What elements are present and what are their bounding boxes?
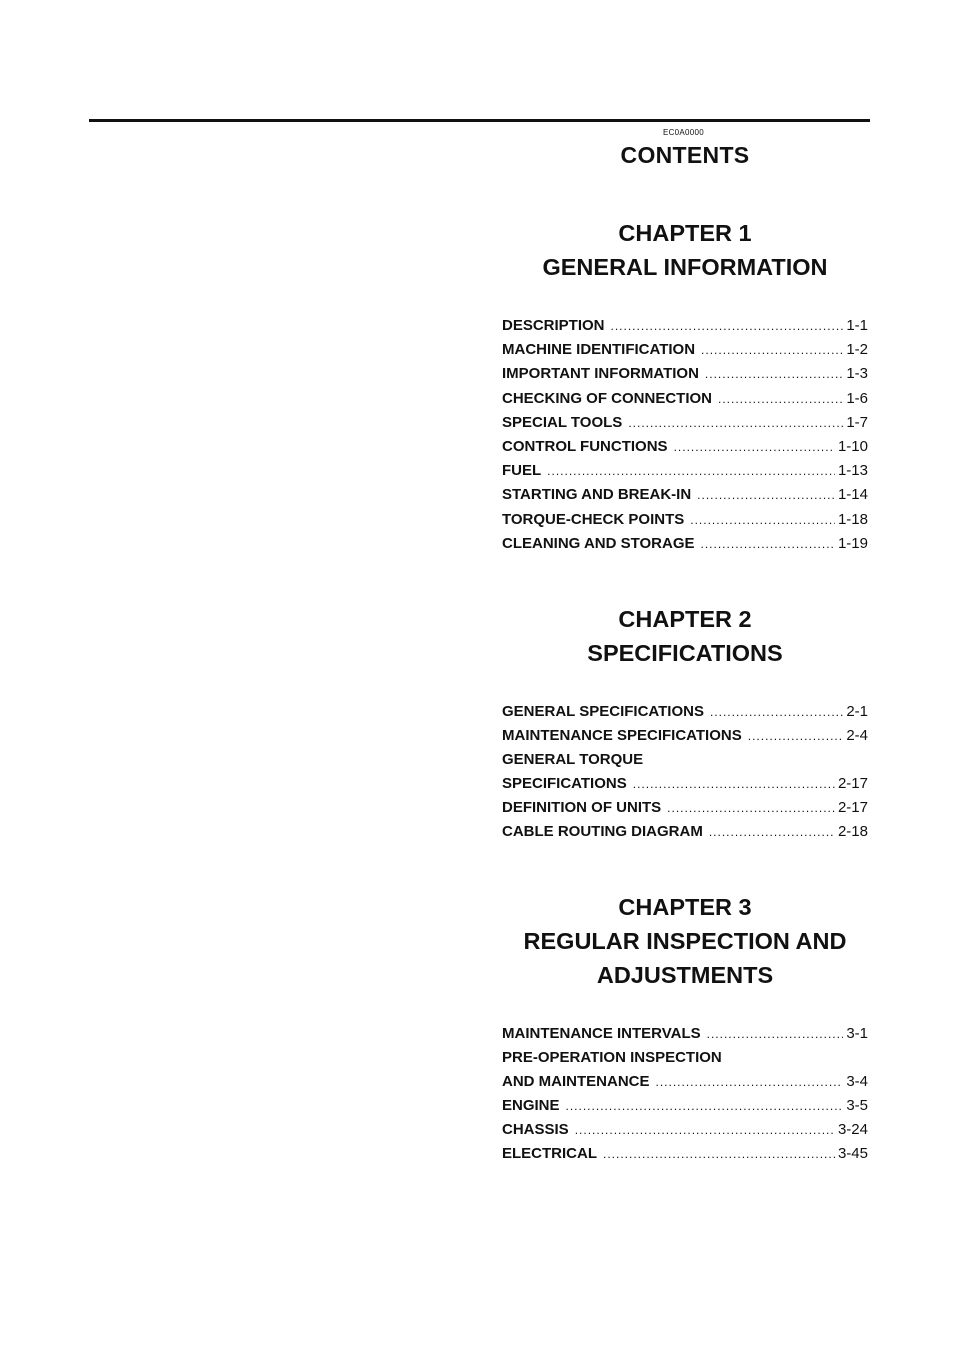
- chapter-2-toc: [502, 700, 868, 844]
- toc-entry-page: 1-7: [846, 413, 868, 431]
- leader-dots: [710, 701, 843, 724]
- toc-entry-title: MAINTENANCE SPECIFICATIONS: [502, 727, 742, 745]
- toc-entry[interactable]: [502, 508, 868, 532]
- leader-dots: [697, 484, 835, 507]
- toc-entry-page: 3-5: [846, 1096, 868, 1114]
- toc-entry-first-line[interactable]: [502, 1046, 868, 1069]
- leader-dots: [656, 1071, 844, 1094]
- document-code: EC0A0000: [662, 128, 705, 137]
- chapter-number: CHAPTER 2: [618, 606, 752, 633]
- toc-entry[interactable]: [502, 483, 868, 507]
- header-rule: [89, 119, 870, 122]
- toc-entry-page: 2-18: [837, 823, 868, 841]
- toc-entry-page: 1-3: [846, 365, 868, 383]
- toc-entry-title: CONTROL FUNCTIONS: [502, 438, 668, 456]
- chapter-title: REGULAR INSPECTION AND: [523, 928, 847, 955]
- toc-entry[interactable]: [502, 724, 868, 748]
- toc-entry-title: IMPORTANT INFORMATION: [502, 365, 699, 383]
- toc-entry-page: 1-6: [846, 389, 868, 407]
- toc-entry-title: MACHINE IDENTIFICATION: [502, 341, 696, 359]
- toc-entry[interactable]: [502, 314, 868, 338]
- chapter-3-toc: [502, 1022, 868, 1166]
- toc-entry-title: AND MAINTENANCE: [502, 1072, 650, 1090]
- leader-dots: [701, 533, 835, 556]
- toc-entry-title: ENGINE: [502, 1096, 560, 1114]
- toc-entry-title: GENERAL SPECIFICATIONS: [502, 703, 704, 721]
- chapter-2-heading: [502, 602, 868, 670]
- leader-dots: [707, 1023, 844, 1046]
- toc-entry-title: STARTING AND BREAK-IN: [502, 486, 692, 504]
- toc-entry-title: SPECIAL TOOLS: [502, 413, 623, 431]
- toc-entry[interactable]: [502, 772, 868, 796]
- leader-dots: [575, 1119, 835, 1142]
- leader-dots: [718, 388, 843, 411]
- leader-dots: [633, 773, 835, 796]
- toc-entry-title: CHECKING OF CONNECTION: [502, 389, 712, 407]
- toc-entry-page: 1-18: [837, 510, 868, 528]
- toc-entry[interactable]: [502, 700, 868, 724]
- chapter-3: [502, 890, 868, 1166]
- toc-entry[interactable]: [502, 362, 868, 386]
- chapter-1-heading: [502, 216, 868, 284]
- toc-entry-title: TORQUE-CHECK POINTS: [502, 510, 685, 528]
- toc-entry[interactable]: [502, 1022, 868, 1046]
- chapter-3-heading: [502, 890, 868, 992]
- toc-entry-page: 3-45: [837, 1145, 868, 1163]
- leader-dots: [628, 412, 843, 435]
- toc-entry-title-line1: GENERAL TORQUE: [502, 751, 644, 769]
- toc-entry[interactable]: [502, 820, 868, 844]
- leader-dots: [701, 339, 843, 362]
- toc-entry-title: CABLE ROUTING DIAGRAM: [502, 823, 703, 841]
- toc-entry[interactable]: [502, 435, 868, 459]
- toc-entry-page: 1-1: [846, 317, 868, 334]
- toc-entry[interactable]: [502, 1070, 868, 1094]
- chapter-number: CHAPTER 1: [618, 220, 752, 246]
- toc-entry-title: SPECIFICATIONS: [502, 774, 627, 792]
- leader-dots: [690, 509, 835, 532]
- toc-entry-page: 1-19: [837, 534, 868, 552]
- chapter-title-line2: ADJUSTMENTS: [596, 962, 774, 989]
- leader-dots: [705, 363, 843, 386]
- toc-entry-page: 1-2: [846, 341, 868, 359]
- toc-entry-title: CHASSIS: [502, 1121, 569, 1139]
- leader-dots: [603, 1143, 835, 1166]
- leader-dots: [709, 821, 835, 844]
- toc-entry-title: ELECTRICAL: [502, 1145, 597, 1163]
- toc-entry-page: 1-10: [837, 438, 868, 456]
- toc-entry-first-line[interactable]: [502, 748, 868, 771]
- chapter-2: [502, 602, 868, 844]
- leader-dots: [566, 1095, 844, 1118]
- contents-column: [502, 128, 868, 1166]
- toc-entry[interactable]: [502, 532, 868, 556]
- toc-entry-title: FUEL: [502, 462, 542, 480]
- toc-entry-page: 2-17: [837, 774, 868, 792]
- chapter-title: SPECIFICATIONS: [587, 640, 783, 667]
- chapter-1: [502, 216, 868, 556]
- toc-entry-page: 3-1: [846, 1025, 868, 1043]
- toc-entry-title: MAINTENANCE INTERVALS: [502, 1025, 701, 1043]
- toc-entry-title: CLEANING AND STORAGE: [502, 534, 695, 552]
- toc-entry-page: 1-14: [837, 486, 868, 504]
- toc-entry-page: 2-17: [837, 798, 868, 816]
- toc-entry-page: 3-24: [837, 1121, 868, 1139]
- toc-entry-title-line1: PRE-OPERATION INSPECTION: [502, 1049, 722, 1067]
- page-title: CONTENTS: [620, 142, 750, 168]
- toc-entry-page: 2-4: [846, 727, 868, 745]
- toc-entry[interactable]: [502, 1118, 868, 1142]
- toc-entry-title: DEFINITION OF UNITS: [502, 798, 662, 816]
- chapter-1-toc: [502, 314, 868, 556]
- chapter-title: GENERAL INFORMATION: [542, 254, 828, 280]
- toc-entry[interactable]: [502, 411, 868, 435]
- toc-entry-title: DESCRIPTION: [502, 317, 605, 334]
- toc-entry[interactable]: [502, 338, 868, 362]
- toc-entry-page: 2-1: [846, 703, 868, 721]
- leader-dots: [667, 797, 835, 820]
- toc-entry[interactable]: [502, 796, 868, 820]
- leader-dots: [611, 315, 844, 338]
- toc-entry-page: 1-13: [837, 462, 868, 480]
- leader-dots: [547, 460, 835, 483]
- leader-dots: [674, 436, 835, 459]
- leader-dots: [748, 725, 844, 748]
- toc-entry[interactable]: [502, 1142, 868, 1166]
- toc-entry[interactable]: [502, 387, 868, 411]
- chapter-number: CHAPTER 3: [618, 894, 752, 921]
- toc-entry[interactable]: [502, 1094, 868, 1118]
- toc-entry-page: 3-4: [846, 1072, 868, 1090]
- toc-entry[interactable]: [502, 459, 868, 483]
